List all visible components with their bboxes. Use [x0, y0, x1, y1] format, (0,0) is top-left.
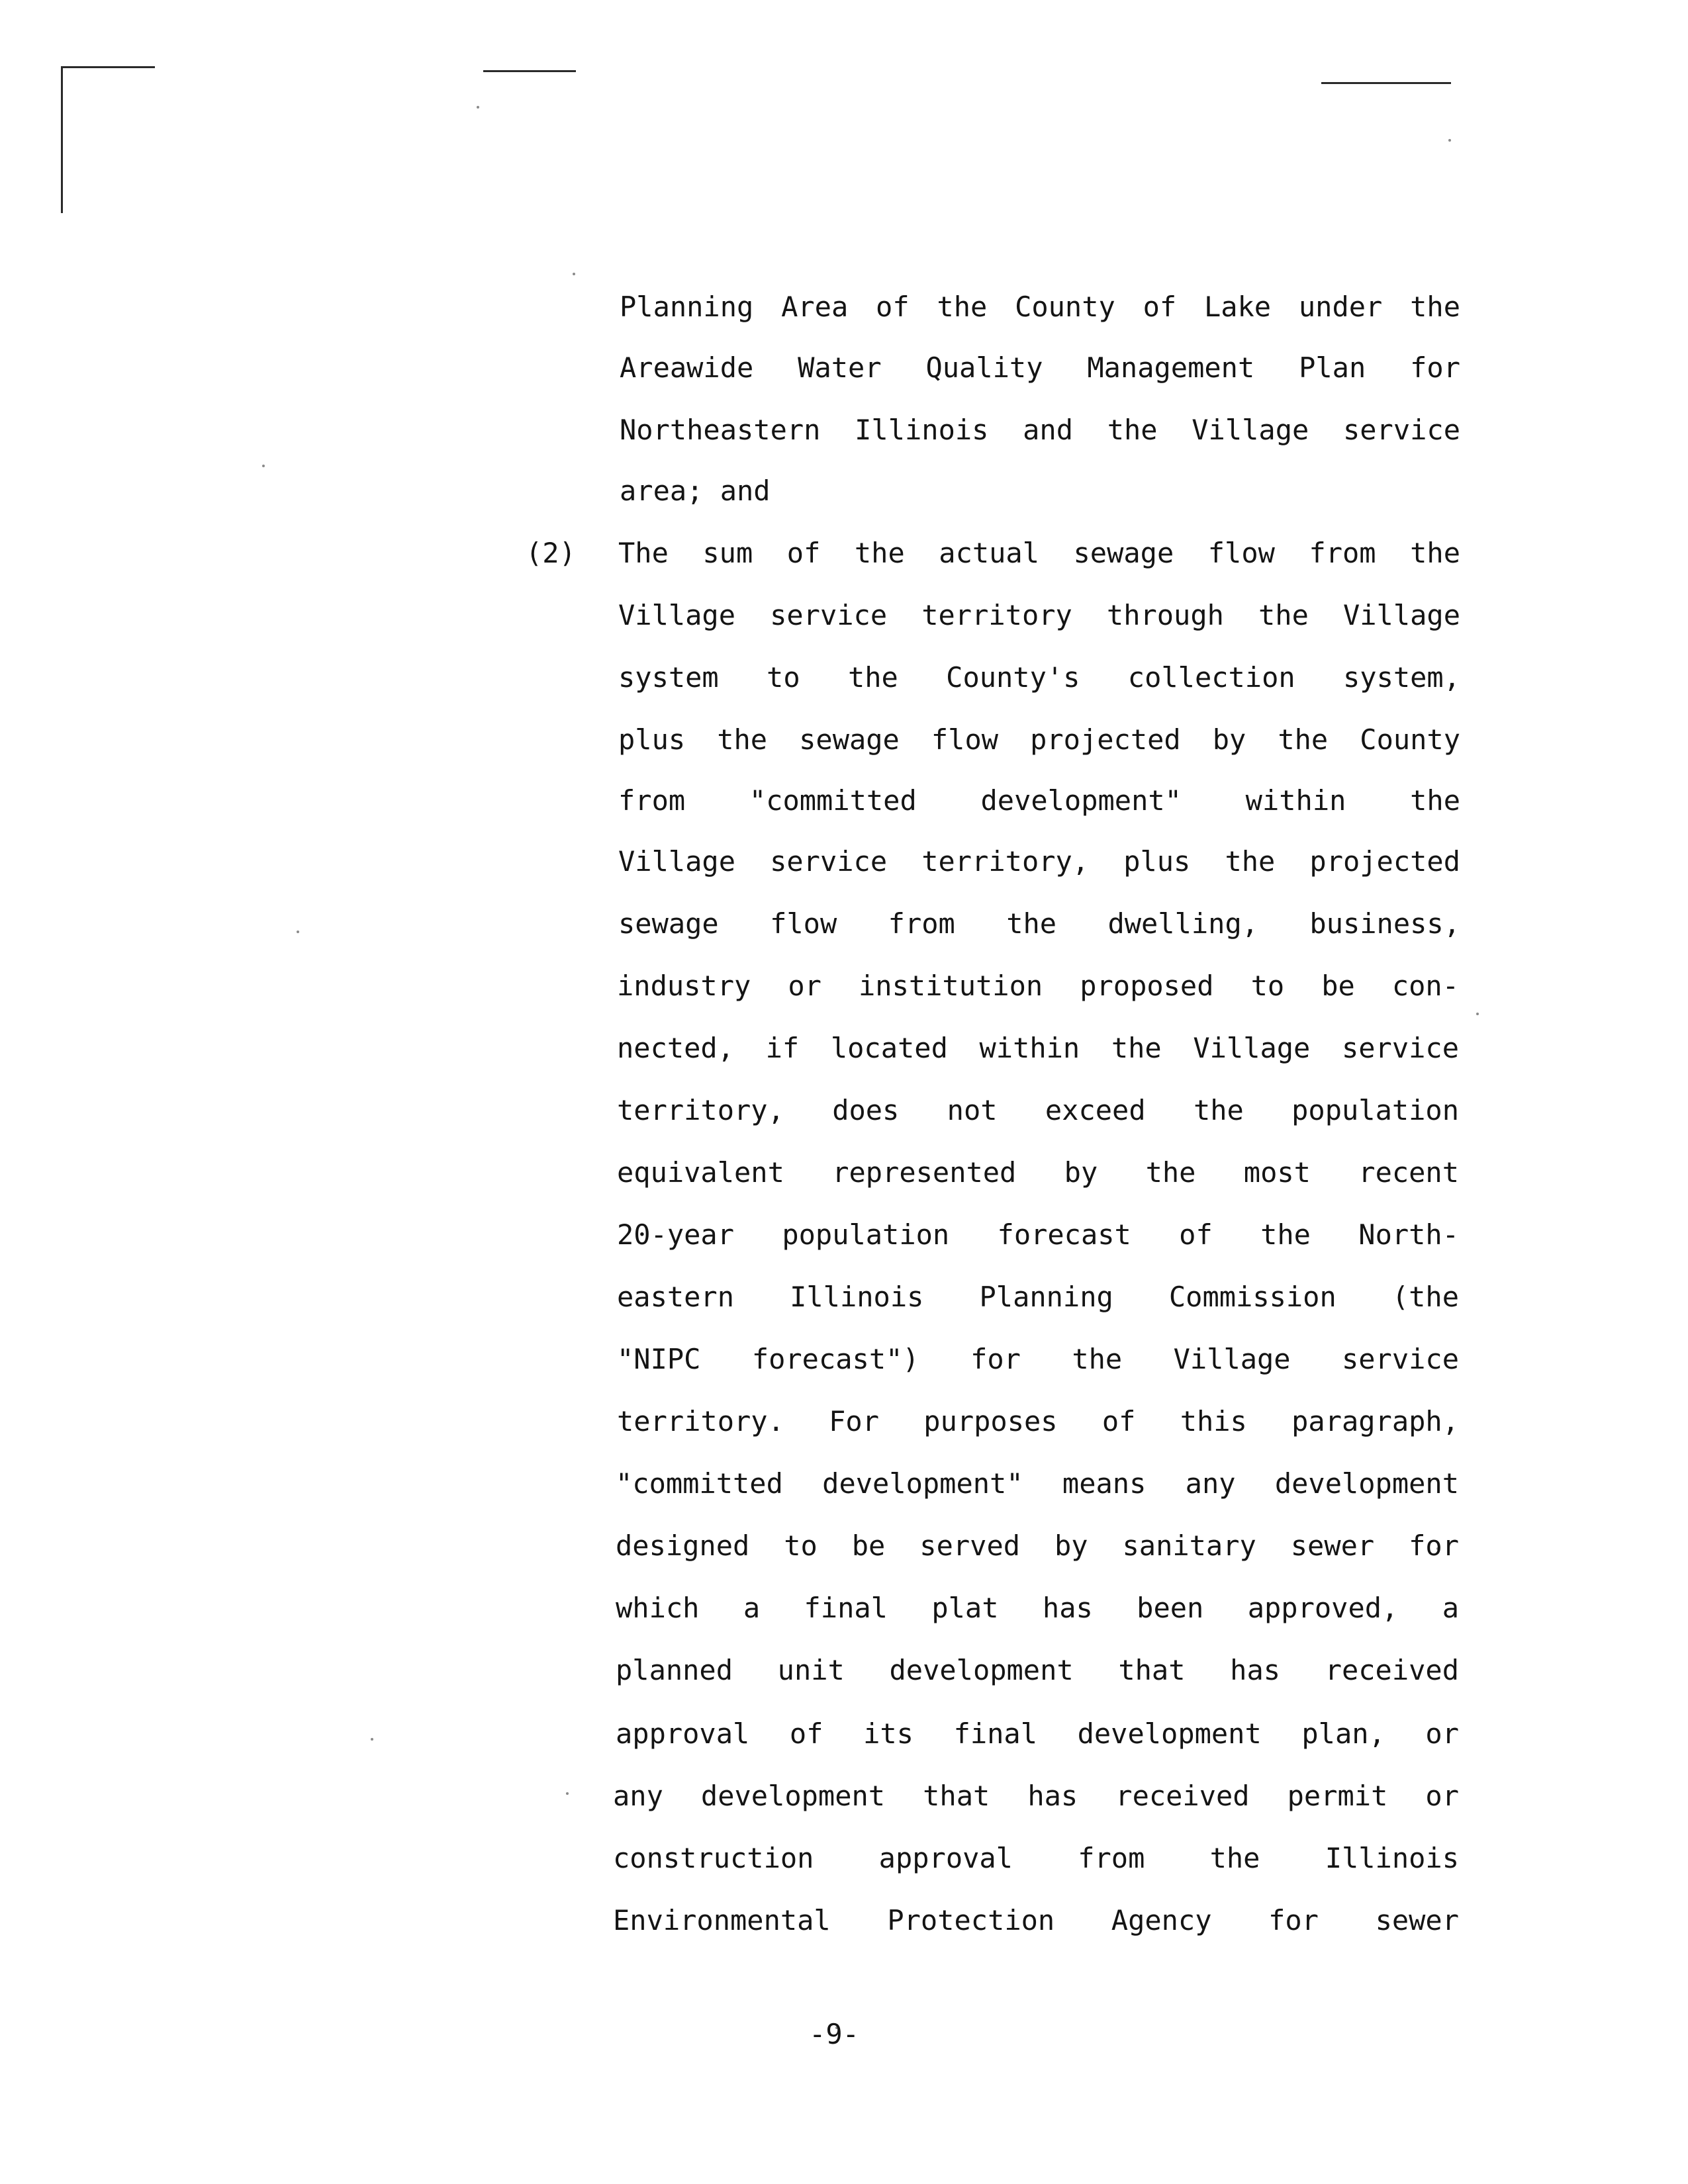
text-line: construction approval from the Illinois [613, 1843, 1459, 1874]
header-rule-left [483, 70, 576, 72]
text-line: "NIPC forecast") for the Village service [617, 1343, 1459, 1375]
item-number: (2) [526, 537, 576, 569]
text-line: The sum of the actual sewage flow from the [618, 537, 1460, 569]
text-line: planned unit development that has received [616, 1655, 1459, 1686]
text-line: system to the County's collection system, [618, 662, 1460, 694]
text-line: 20-year population forecast of the North- [617, 1219, 1459, 1251]
text-line: territory. For purposes of this paragraph, [617, 1406, 1459, 1437]
scan-speck [371, 1738, 373, 1741]
scan-speck [1448, 139, 1451, 142]
text-line: Planning Area of the County of Lake under the [620, 291, 1460, 323]
text-line: territory, does not exceed the population [617, 1095, 1459, 1126]
text-line: plus the sewage flow projected by the County [618, 724, 1460, 756]
text-line: Northeastern Illinois and the Village service [620, 414, 1460, 446]
corner-bracket-horizontal [61, 66, 155, 68]
scan-speck [1476, 1013, 1479, 1015]
text-line: equivalent represented by the most recent [617, 1157, 1459, 1189]
text-line: Areawide Water Quality Management Plan for [620, 352, 1460, 384]
text-line: any development that has received permit or [613, 1780, 1459, 1812]
text-line: industry or institution proposed to be con- [617, 970, 1459, 1002]
scan-speck [477, 106, 479, 109]
text-line: designed to be served by sanitary sewer for [616, 1530, 1459, 1562]
text-line: eastern Illinois Planning Commission (the [617, 1281, 1459, 1313]
header-rule-right [1321, 82, 1451, 84]
scan-speck [566, 1792, 569, 1795]
scan-speck [262, 465, 265, 467]
text-line: Environmental Protection Agency for sewer [613, 1905, 1459, 1936]
text-line: Village service territory, plus the projected [618, 846, 1460, 878]
text-line: "committed development" means any development [616, 1468, 1459, 1500]
text-line: area; and [620, 475, 771, 507]
corner-bracket-vertical [61, 66, 63, 213]
scan-speck [297, 931, 299, 933]
scan-speck [573, 273, 575, 275]
text-line: Village service territory through the Village [618, 600, 1460, 631]
text-line: nected, if located within the Village service [617, 1032, 1459, 1064]
text-line: sewage flow from the dwelling, business, [618, 908, 1460, 940]
text-line: approval of its final development plan, or [616, 1718, 1459, 1750]
page-number: -9- [809, 2018, 859, 2050]
text-line: which a final plat has been approved, a [616, 1592, 1459, 1624]
text-line: from "committed development" within the [618, 785, 1460, 817]
